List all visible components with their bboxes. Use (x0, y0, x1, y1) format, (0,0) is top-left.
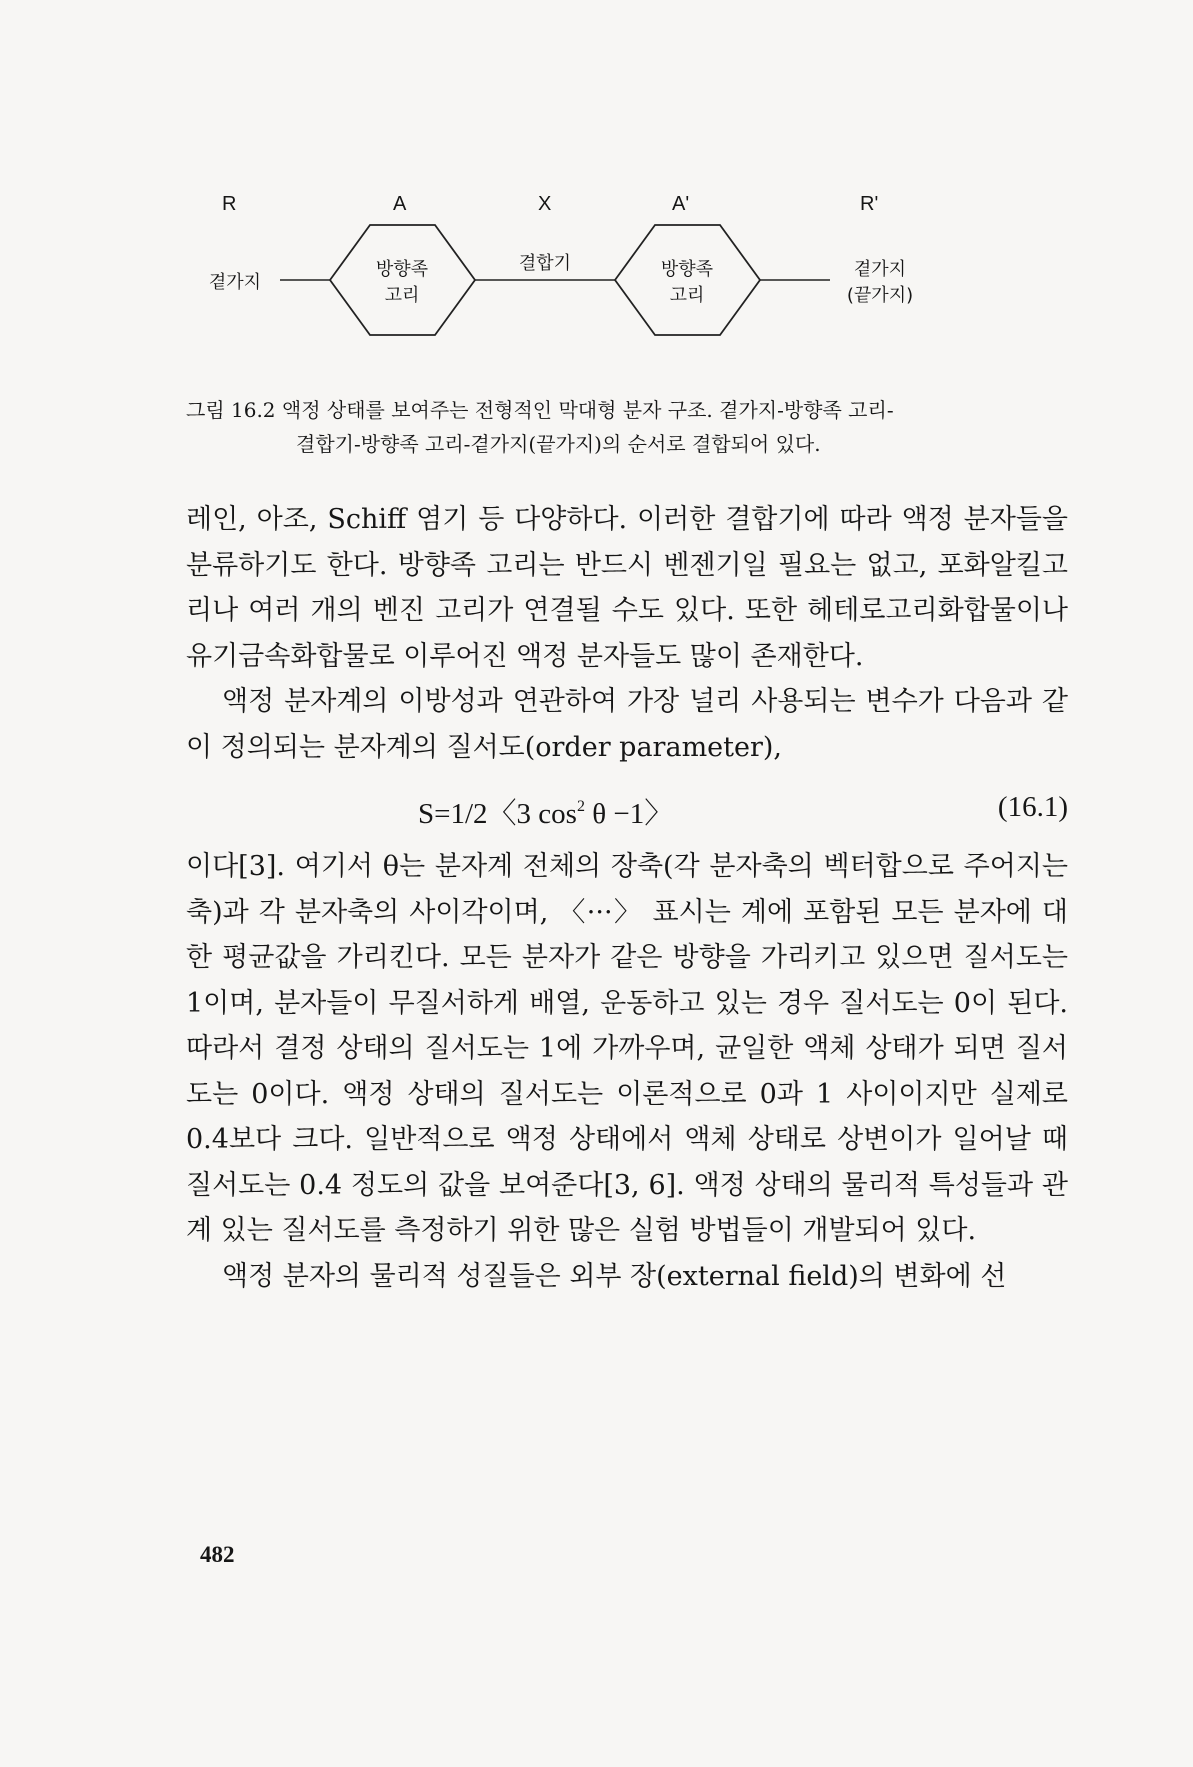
equation-number: (16.1) (997, 791, 1068, 823)
paragraph-3: 이다[3]. 여기서 θ는 분자계 전체의 장축(각 분자축의 벡터합으로 주어지는 축)과 각 분자축의 사이각이며, 〈···〉 표시는 계에 포함된 모든 분자에 대한 평균값을 가리킨다. 모든 분자가 같은 방향을 가리키고 있으면 질서도는 1이며, 분자들이 무질서하게 배열, 운동하고 있는 경우 질서도는 0이 된다. 따라서 결정 상태의 질서도는 1에 가까우며, 균일한 액체 상태가 되면 질서도는 0이다. 액정 상태의 질서도는 이론적으로 0과 1 사이이지만 실제로 0.4보다 크다. 일반적으로 액정 상태에서 액체 상태로 상변이가 일어날 때 질서도는 0.4 정도의 값을 보여준다[3, 6]. 액정 상태의 물리적 특성들과 관계 있는 질서도를 측정하기 위한 많은 실험 방법들이 개발되어 있다. (186, 851, 1068, 1246)
linker-label: 결합기 (518, 253, 572, 274)
ring1-label: 방향족 고리 (375, 259, 429, 306)
molecule-diagram (190, 205, 1070, 395)
page-number: 482 (200, 1542, 235, 1567)
molecular-structure-figure (190, 193, 1070, 395)
paragraph-2: 액정 분자계의 이방성과 연관하여 가장 널리 사용되는 변수가 다음과 같이 정의되는 분자계의 질서도(order parameter), (186, 686, 1068, 763)
equation-16-1 (186, 770, 1068, 844)
body-text (186, 497, 1068, 1299)
ring2-label: 방향족 고리 (660, 259, 714, 306)
label-x: X (538, 193, 552, 215)
figure-caption (186, 393, 1066, 461)
left-chain-label: 곁가지 (208, 272, 262, 293)
caption-line-1: 그림 16.2 액정 상태를 보여주는 전형적인 막대형 분자 구조. 곁가지-방향족 고리- (186, 398, 894, 422)
paragraph-1: 레인, 아조, Schiff 염기 등 다양하다. 이러한 결합기에 따라 액정 분자들을 분류하기도 한다. 방향족 고리는 반드시 벤젠기일 필요는 없고, 포화알킬고리나 여러 개의 벤진 고리가 연결될 수도 있다. 또한 헤테로고리화합물이나 유기금속화합물로 이루어진 액정 분자들도 많이 존재한다. (186, 504, 1068, 672)
label-r-prime: R' (860, 193, 879, 215)
caption-line-2: 결합기-방향족 고리-곁가지(끝가지)의 순서로 결합되어 있다. (296, 432, 821, 456)
right-chain-label: 곁가지 (끝가지) (846, 259, 914, 306)
label-r: R (222, 193, 237, 215)
paragraph-4: 액정 분자의 물리적 성질들은 외부 장(external field)의 변화에 선 (222, 1260, 1007, 1292)
label-a-prime: A' (672, 193, 690, 215)
equation-expression: S=1/2〈3 $\cos^2 \theta -1$〉 (418, 798, 674, 830)
label-a: A (393, 193, 407, 215)
